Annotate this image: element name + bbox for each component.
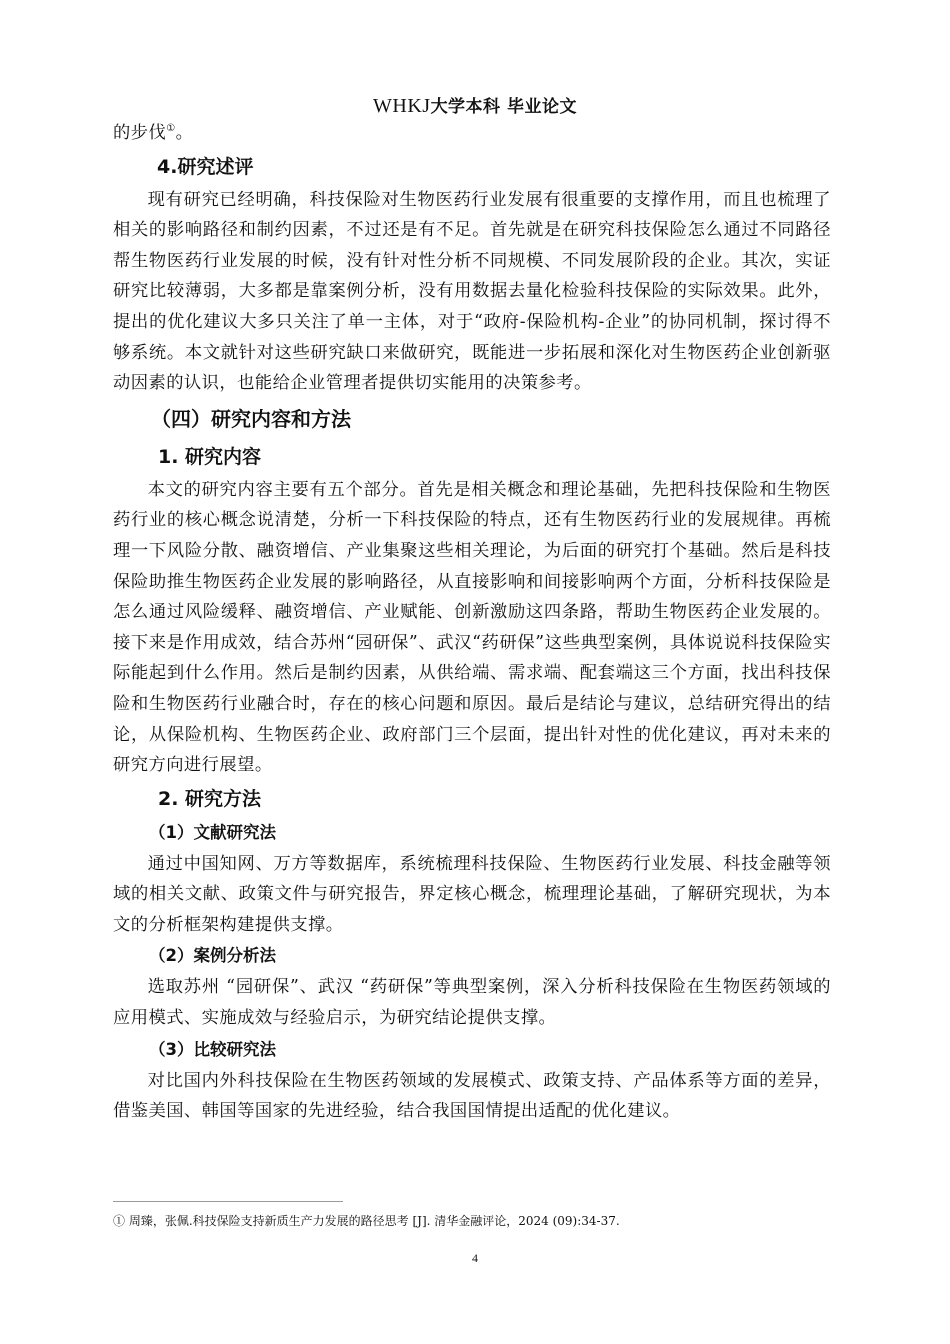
page-header	[0, 92, 950, 118]
header-latin: WHKJ	[373, 95, 431, 117]
heading-section-four: （四）研究内容和方法	[151, 406, 351, 431]
paragraph-method-comparison: 对比国内外科技保险在生物医药领域的发展模式、政策支持、产品体系等方面的差异，借鉴美国、韩国等国家的先进经验，结合我国国情提出适配的优化建议。	[113, 1070, 831, 1122]
paragraph-research-content: 本文的研究内容主要有五个部分。首先是相关概念和理论基础，先把科技保险和生物医药行业的核心概念说清楚，分析一下科技保险的特点，还有生物医药行业的发展规律。再梳理一下风险分散、融资增信、产业集聚这些相关理论，为后面的研究打个基础。然后是科技保险助推生物医药企业发展的影响路径，从直接影响和间接影响两个方面，分析科技保险是怎么通过风险缓释、融资增信、产业赋能、创新激励这四条路，帮助生物医药企业发展的。接下来是作用成效，结合苏州“园研保”、武汉“药研保”这些典型案例，具体说说科技保险实际能起到什么作用。然后是制约因素，从供给端、需求端、配套端这三个方面，找出科技保险和生物医药行业融合时，存在的核心问题和原因。最后是结论与建议，总结研究得出的结论，从保险机构、生物医药企业、政府部门三个层面，提出针对性的优化建议，再对未来的研究方向进行展望。	[113, 479, 831, 776]
heading-research-review: 4.研究述评	[157, 155, 254, 178]
footnote: ① 周臻，张佩.科技保险支持新质生产力发展的路径思考 [J]. 清华金融评论，2024 (09):34-37.	[113, 1214, 620, 1228]
heading-method-comparison: （3）比较研究法	[149, 1039, 276, 1059]
heading-method-case: （2）案例分析法	[149, 946, 276, 966]
heading-research-methods: 2. 研究方法	[158, 787, 262, 810]
continued-text: 的步伐	[113, 123, 167, 143]
paragraph-method-literature: 通过中国知网、万方等数据库，系统梳理科技保险、生物医药行业发展、科技金融等领域的相关文献、政策文件与研究报告，界定核心概念，梳理理论基础，了解研究现状，为本文的分析框架构建提供支撑。	[113, 853, 831, 935]
page-body	[113, 118, 831, 1127]
paragraph-research-review: 现有研究已经明确，科技保险对生物医药行业发展有很重要的支撑作用，而且也梳理了相关的影响路径和制约因素，不过还是有不足。首先就是在研究科技保险怎么通过不同路径帮生物医药行业发展的时候，没有针对性分析不同规模、不同发展阶段的企业。其次，实证研究比较薄弱，大多都是靠案例分析，没有用数据去量化检验科技保险的实际效果。此外，提出的优化建议大多只关注了单一主体，对于“政府-保险机构-企业”的协同机制，探讨得不够系统。本文就针对这些研究缺口来做研究，既能进一步拓展和深化对生物医药企业创新驱动因素的认识，也能给企业管理者提供切实能用的决策参考。	[113, 189, 831, 394]
heading-method-literature: （1）文献研究法	[149, 822, 276, 842]
footnote-ref[interactable]: ①	[166, 123, 176, 134]
paragraph-method-case: 选取苏州 “园研保”、武汉 “药研保”等典型案例，深入分析科技保险在生物医药领域的应用模式、实施成效与经验启示，为研究结论提供支撑。	[113, 977, 831, 1029]
page-number: 4	[472, 1251, 478, 1265]
continued-tail: 。	[175, 123, 194, 143]
heading-research-content: 1. 研究内容	[158, 445, 262, 468]
header-title: 大学本科 毕业论文	[430, 97, 577, 117]
footnote-divider	[113, 1201, 343, 1202]
continued-paragraph	[113, 118, 831, 149]
